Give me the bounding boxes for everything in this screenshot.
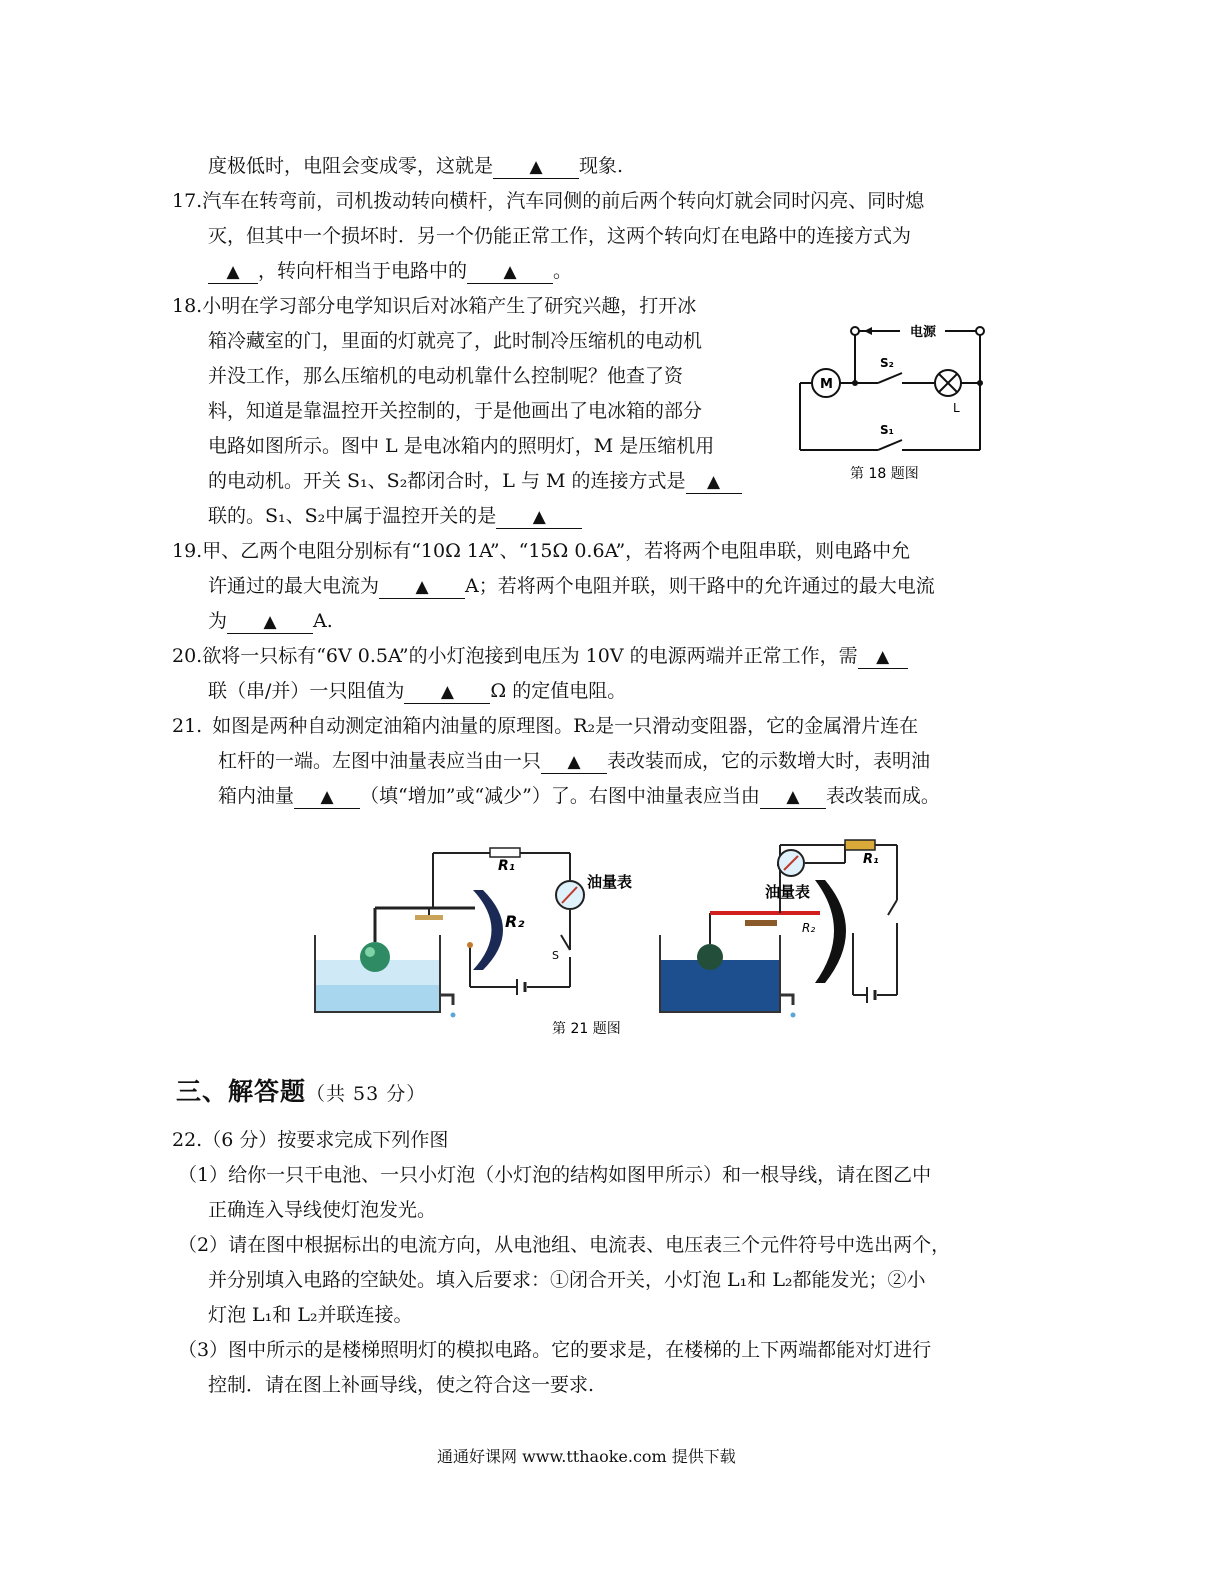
q18-line7: 联的。S₁、S₂中属于温控开关的是 ▲ <box>208 503 582 529</box>
answer-blank: ▲ <box>686 470 742 494</box>
gauge-label-right: 油量表 <box>765 883 811 901</box>
left-oil-gauge-circuit <box>315 848 632 1018</box>
q18-line5: 电路如图所示。图中 L 是电冰箱内的照明灯，M 是压缩机用 <box>208 435 715 457</box>
answer-blank: ▲ <box>493 155 579 179</box>
r2-label-right: R₂ <box>802 921 816 935</box>
q22-p3-line2: 控制．请在图上补画导线，使之符合这一要求. <box>208 1374 595 1396</box>
q21-line3: 箱内油量 ▲ （填“增加”或“减少”）了。右图中油量表应当由 ▲ 表改装而成。 <box>218 785 940 807</box>
answer-blank: ▲ <box>541 750 607 774</box>
figure-caption: 第 18 题图 <box>850 466 919 482</box>
q18-line4: 料，知道是靠温控开关控制的，于是他画出了电冰箱的部分 <box>208 400 703 422</box>
q22-p1-line1: （1）给你一只干电池、一只小灯泡（小灯泡的结构如图甲所示）和一根导线，请在图乙中 <box>178 1164 932 1186</box>
q17-line2: 灭，但其中一个损坏时．另一个仍能正常工作，这两个转向灯在电路中的连接方式为 <box>208 225 912 247</box>
question-number: 18. <box>172 295 203 317</box>
r1-label-right: R₁ <box>863 852 879 867</box>
q19-line1: 19.甲、乙两个电阻分别标有“10Ω 1A”、“15Ω 0.6A”，若将两个电阻串联，则电路中允 <box>172 540 911 562</box>
q21-line2: 杠杆的一端。左图中油量表应当由一只 ▲ 表改装而成，它的示数增大时，表明油 <box>218 750 931 772</box>
answer-blank: ▲ <box>496 505 582 529</box>
answer-blank: ▲ <box>208 260 258 284</box>
q18-line2: 箱冷藏室的门，里面的灯就亮了，此时制冷压缩机的电动机 <box>208 330 703 352</box>
q22-p2-line3: 灯泡 L₁和 L₂并联连接。 <box>208 1304 413 1326</box>
motor-label: M <box>820 377 833 392</box>
q21-oil-gauge-figure <box>305 835 905 1045</box>
s2-label: S₂ <box>880 356 894 370</box>
answer-blank: ▲ <box>858 645 908 669</box>
question-number: 19. <box>172 540 203 562</box>
q22-p2-line1: （2）请在图中根据标出的电流方向，从电池组、电流表、电压表三个元件符号中选出两个， <box>178 1234 951 1256</box>
answer-blank: ▲ <box>379 575 465 599</box>
q22-p2-line2: 并分别填入电路的空缺处。填入后要求：①闭合开关，小灯泡 L₁和 L₂都能发光；②小 <box>208 1269 926 1291</box>
power-label: 电源 <box>910 325 937 340</box>
figure-caption: 第 21 题图 <box>552 1021 621 1037</box>
q17-line1: 17.汽车在转弯前，司机拨动转向横杆，汽车同侧的前后两个转向灯就会同时闪亮、同时熄 <box>172 190 925 212</box>
q16-line: 度极低时，电阻会变成零，这就是 ▲ 现象. <box>208 155 624 177</box>
page-footer: 通通好课网 www.tthaoke.com 提供下载 <box>437 1447 736 1466</box>
q22-head: 22.（6 分）按要求完成下列作图 <box>172 1129 449 1151</box>
q22-p1-line2: 正确连入导线使灯泡发光。 <box>208 1199 437 1221</box>
lamp-label: L <box>953 401 960 415</box>
q20-line1: 20.欲将一只标有“6V 0.5A”的小灯泡接到电压为 10V 的电源两端并正常工作，需 ▲ <box>172 643 908 669</box>
q17-line3: ▲ ，转向杆相当于电路中的 ▲ 。 <box>208 258 572 284</box>
answer-blank: ▲ <box>760 785 826 809</box>
r1-label: R₁ <box>498 858 515 874</box>
switch-label: S <box>552 949 559 962</box>
gauge-label: 油量表 <box>587 873 633 891</box>
question-number: 17. <box>172 190 203 212</box>
q19-line3: 为 ▲ A. <box>208 610 333 632</box>
q18-line1: 18.小明在学习部分电学知识后对冰箱产生了研究兴趣，打开冰 <box>172 295 697 317</box>
answer-blank: ▲ <box>294 785 360 809</box>
answer-blank: ▲ <box>467 260 553 284</box>
answer-blank: ▲ <box>227 610 313 634</box>
answer-blank: ▲ <box>404 680 490 704</box>
q22-p3-line1: （3）图中所示的是楼梯照明灯的模拟电路。它的要求是，在楼梯的上下两端都能对灯进行 <box>178 1339 932 1361</box>
s1-label: S₁ <box>880 423 894 437</box>
q19-line2: 许通过的最大电流为 ▲ A；若将两个电阻并联，则干路中的允许通过的最大电流 <box>208 575 935 597</box>
q18-circuit-figure <box>790 315 1000 490</box>
q20-line2: 联（串/并）一只阻值为 ▲ Ω 的定值电阻。 <box>208 680 627 702</box>
q18-line3: 并没工作，那么压缩机的电动机靠什么控制呢？他查了资 <box>208 365 684 387</box>
question-number: 21. <box>172 715 203 737</box>
question-number: 20. <box>172 645 203 667</box>
q18-line6: 的电动机。开关 S₁、S₂都闭合时，L 与 M 的连接方式是 ▲ <box>208 468 742 494</box>
r2-label: R₂ <box>505 912 525 931</box>
right-oil-gauge-circuit <box>660 840 897 1018</box>
section-heading: 三、解答题（共 53 分） <box>176 1077 427 1106</box>
q21-line1: 21. 如图是两种自动测定油箱内油量的原理图。R₂是一只滑动变阻器，它的金属滑片连在 <box>172 715 919 737</box>
